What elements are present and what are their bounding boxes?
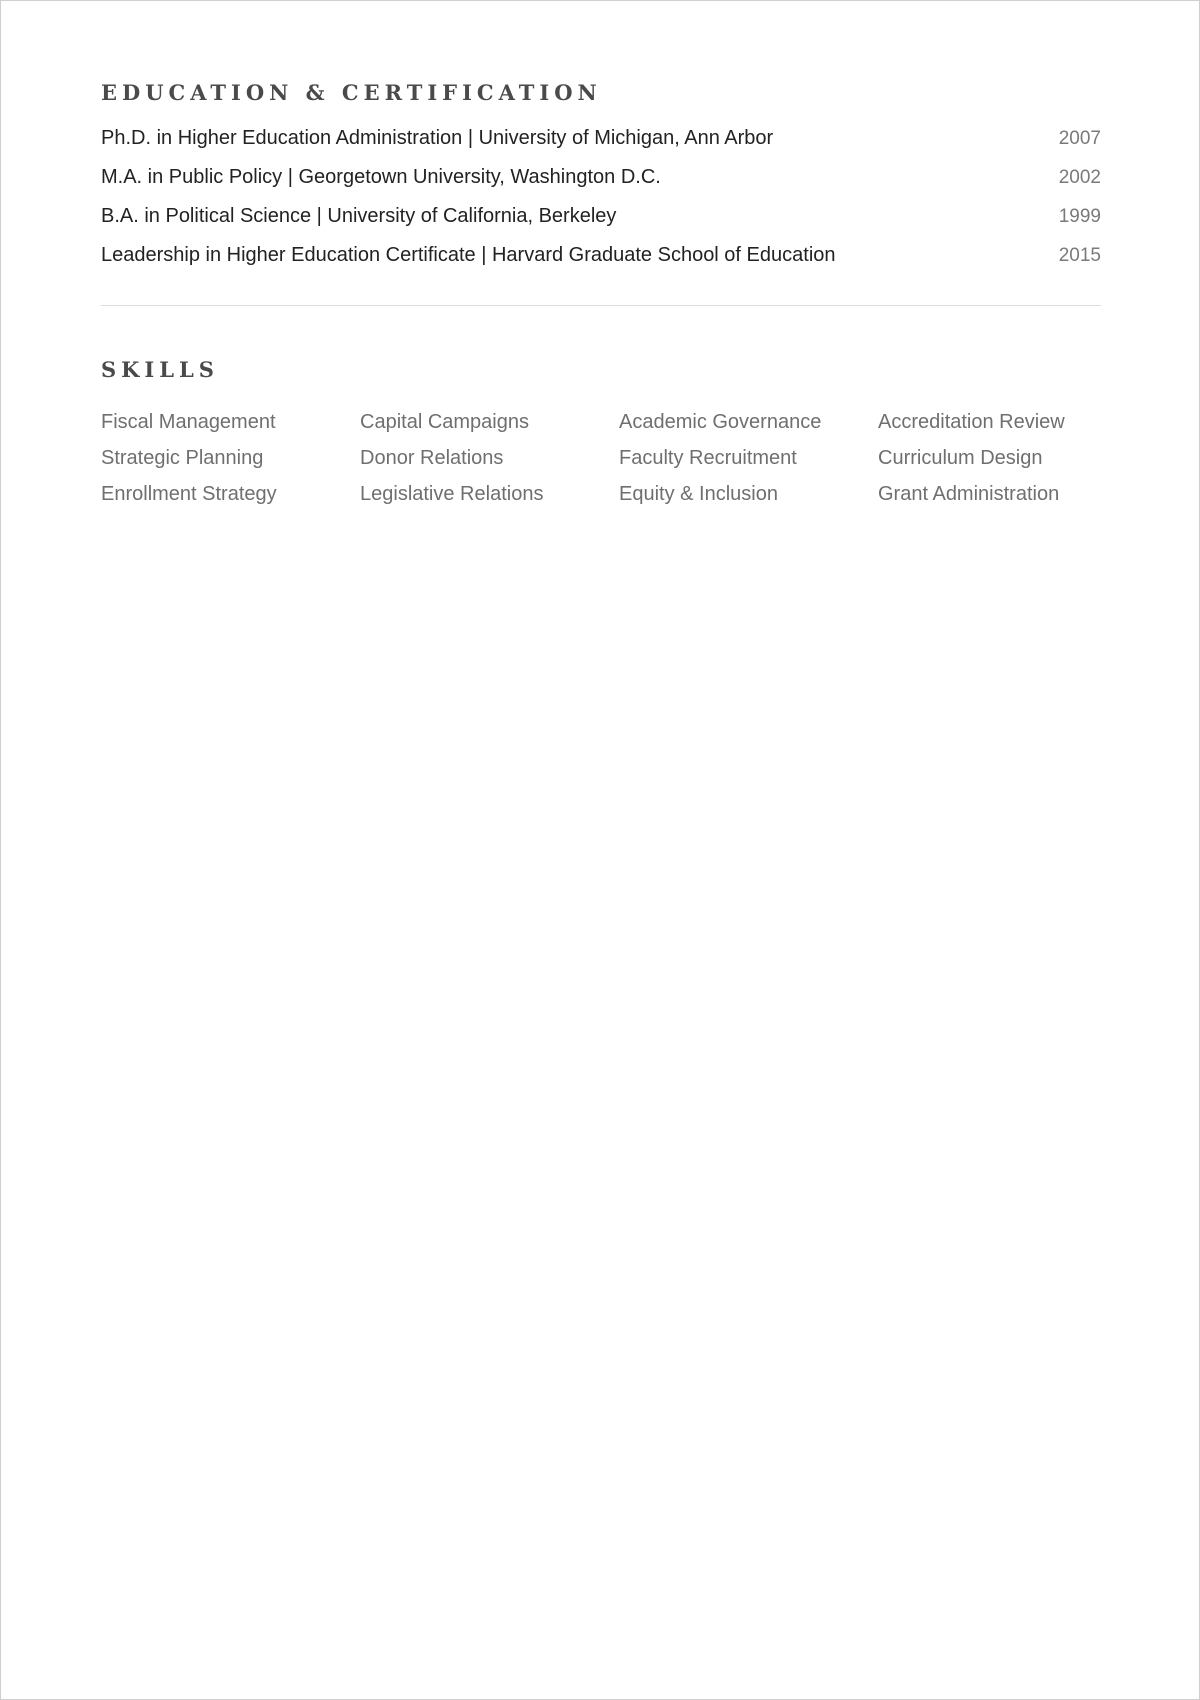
education-section <box>101 79 1101 283</box>
education-item <box>101 205 1101 244</box>
section-divider <box>101 305 1101 306</box>
skill-item: Curriculum Design <box>878 447 1043 469</box>
education-year: 1999 <box>1058 206 1101 227</box>
skill-item: Legislative Relations <box>360 483 544 505</box>
education-item <box>101 244 1101 283</box>
education-year: 2015 <box>1058 245 1101 266</box>
skill-item: Academic Governance <box>619 411 822 433</box>
skill-item: Donor Relations <box>360 447 504 469</box>
education-item <box>101 166 1101 205</box>
skill-item: Grant Administration <box>878 483 1060 505</box>
education-list <box>101 127 1101 283</box>
education-year: 2007 <box>1058 128 1101 149</box>
skills-heading: SKILLS <box>101 357 219 382</box>
resume-content <box>101 79 1101 512</box>
skill-item: Strategic Planning <box>101 447 264 469</box>
education-heading: EDUCATION & CERTIFICATION <box>101 80 602 105</box>
skill-item: Equity & Inclusion <box>619 483 778 505</box>
education-degree: B.A. in Political Science | University of California, Berkeley <box>101 205 617 227</box>
education-degree: Leadership in Higher Education Certificate | Harvard Graduate School of Education <box>101 244 836 266</box>
education-degree: M.A. in Public Policy | Georgetown University, Washington D.C. <box>101 166 661 188</box>
education-year: 2002 <box>1058 167 1101 188</box>
skills-grid <box>101 404 1101 512</box>
skill-item: Fiscal Management <box>101 411 276 433</box>
skills-section <box>101 356 1101 512</box>
education-item <box>101 127 1101 166</box>
education-degree: Ph.D. in Higher Education Administration | University of Michigan, Ann Arbor <box>101 127 774 149</box>
skill-item: Accreditation Review <box>878 411 1065 433</box>
skill-item: Capital Campaigns <box>360 411 529 433</box>
skill-item: Enrollment Strategy <box>101 483 277 505</box>
skill-item: Faculty Recruitment <box>619 447 797 469</box>
